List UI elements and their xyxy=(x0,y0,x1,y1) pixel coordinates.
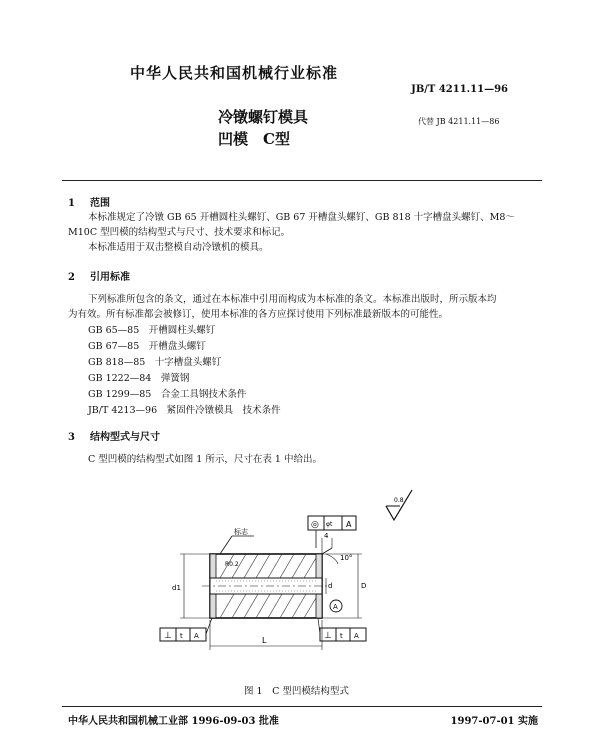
reference-item: GB 67—85 开槽盘头螺钉 xyxy=(88,341,206,352)
perpendicularity-tolerance: t xyxy=(180,632,183,640)
document-subtitle: 凹模 C型 xyxy=(218,130,290,148)
issuing-org-title: 中华人民共和国机械行业标准 xyxy=(130,64,339,82)
die-drawing xyxy=(150,488,420,660)
dimension-D: D xyxy=(361,582,367,590)
header-rule xyxy=(62,180,542,181)
perpendicularity-frame-left xyxy=(160,618,212,641)
reference-item: GB 1222—84 弹簧钢 xyxy=(88,373,190,384)
section-3-heading xyxy=(68,428,160,443)
approval-note: 中华人民共和国机械工业部 1996-09-03 批准 xyxy=(68,716,279,727)
datum-a-label: A xyxy=(333,603,338,611)
fillet-radius-label: R0.2 xyxy=(225,561,239,568)
datum-ref: A xyxy=(194,632,199,640)
figure-caption: 图 1 C 型凹模结构型式 xyxy=(244,686,349,697)
section-1-para-line: M10C 型凹模的结构型式与尺寸、技术要求和标记。 xyxy=(68,227,291,238)
section-1-para-line: 本标准适用于双击整模自动冷镦机的模具。 xyxy=(88,242,269,253)
reference-item: GB 65—85 开槽圆柱头螺钉 xyxy=(88,325,216,336)
section-1-para-line: 本标准规定了冷镦 GB 65 开槽圆柱头螺钉、GB 67 开槽盘头螺钉、GB 818 十字槽盘头螺钉、M8～ xyxy=(88,212,515,223)
section-number: 3 xyxy=(68,432,75,443)
reference-item: GB 818—85 十字槽盘头螺钉 xyxy=(88,357,222,368)
die-body xyxy=(202,554,333,618)
section-title: 引用标准 xyxy=(90,272,130,283)
reference-item: GB 1299—85 合金工具钢技术条件 xyxy=(88,389,247,400)
section-3-para-line: C 型凹模的结构型式如图 1 所示，尺寸在表 1 中给出。 xyxy=(88,454,322,465)
marking-label: 标志 xyxy=(234,528,248,536)
reference-item: JB/T 4213—96 紧固件冷镦模具 技术条件 xyxy=(88,405,281,416)
datum-ref: A xyxy=(346,520,352,529)
section-title: 结构型式与尺寸 xyxy=(90,432,160,443)
dimension-d: d xyxy=(328,582,333,590)
section-number: 2 xyxy=(68,272,75,283)
replaces-note: 代替 JB 4211.11—86 xyxy=(418,117,500,126)
datum-ref: A xyxy=(354,632,359,640)
section-1-heading xyxy=(68,194,110,209)
taper-angle-label: 10° xyxy=(340,554,353,562)
footer-rule xyxy=(62,706,542,707)
standard-number: JB/T 4211.11—96 xyxy=(411,84,508,95)
roughness-value: 0.8 xyxy=(394,497,404,504)
perpendicularity-icon: ⊥ xyxy=(164,631,172,641)
perpendicularity-tolerance: t xyxy=(340,632,343,640)
implementation-date: 1997-07-01 实施 xyxy=(450,716,538,727)
section-number: 1 xyxy=(68,198,75,209)
section-2-para-line: 为有效。所有标准都会被修订，使用本标准的各方应探讨使用下列标准最新版本的可能性。 xyxy=(68,309,449,320)
perpendicularity-icon: ⊥ xyxy=(324,631,332,641)
section-2-para-line: 下列标准所包含的条文，通过在本标准中引用而构成为本标准的条文。本标准出版时，所示版本均 xyxy=(88,294,497,305)
roughness-symbol xyxy=(386,490,412,520)
coaxiality-tolerance: φt xyxy=(326,521,333,528)
coaxiality-icon: ◎ xyxy=(311,520,319,530)
section-2-heading xyxy=(68,268,130,283)
perpendicularity-frame-right xyxy=(318,618,366,641)
dimension-L: L xyxy=(262,636,267,645)
dimension-d1: d1 xyxy=(172,584,181,592)
document-title: 冷镦螺钉模具 xyxy=(218,108,309,126)
chamfer-length-label: 4 xyxy=(324,532,329,540)
section-title: 范围 xyxy=(90,198,110,209)
